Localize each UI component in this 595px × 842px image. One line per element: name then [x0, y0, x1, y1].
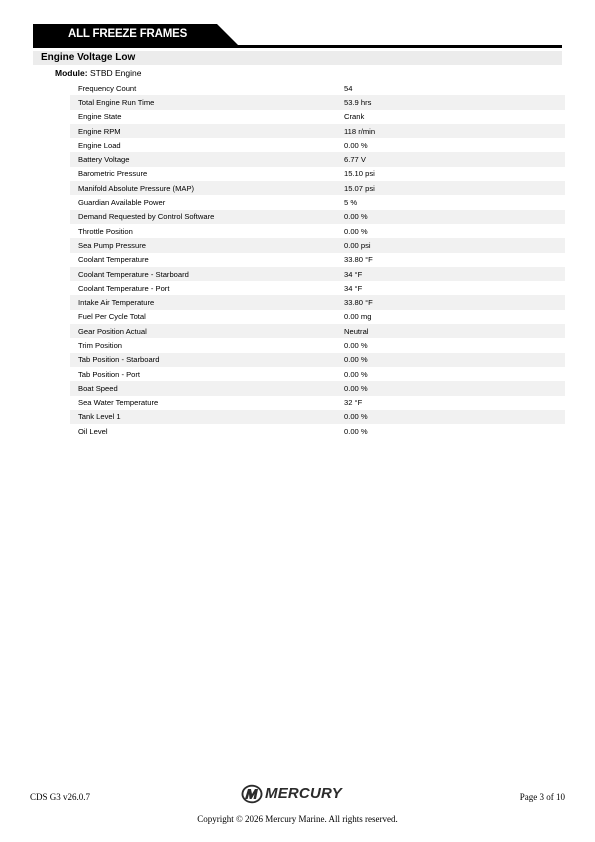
row-value: 0.00 % [342, 381, 565, 395]
row-value: 0.00 % [344, 340, 368, 350]
table-row [70, 295, 565, 309]
table-row [70, 424, 565, 438]
row-value: 0.00 % [344, 369, 368, 379]
version-label: CDS G3 v26.0.7 [30, 792, 91, 802]
page-total: 10 [556, 792, 565, 802]
row-value: 0.00 mg [344, 312, 372, 322]
row-label: Fuel Per Cycle Total [78, 312, 146, 322]
row-value: 15.10 psi [344, 169, 375, 179]
row-value: 34 °F [342, 267, 565, 281]
logo-wordmark: MERCURY [265, 785, 342, 802]
module-label: Module: [55, 68, 88, 78]
row-value: 0.00 % [344, 226, 368, 236]
row-label: Manifold Absolute Pressure (MAP) [70, 181, 342, 195]
row-value: 0.00 % [342, 353, 565, 367]
row-value: Crank [344, 112, 365, 122]
table-row [70, 253, 565, 267]
table-row [70, 338, 565, 352]
table-row [70, 210, 565, 224]
row-label: Coolant Temperature - Port [78, 283, 170, 293]
table-row [70, 110, 565, 124]
row-label: Coolant Temperature - Starboard [70, 267, 342, 281]
row-value: 5 % [344, 198, 358, 208]
banner-rule [33, 45, 562, 48]
table-row [70, 181, 565, 195]
copyright-notice: Copyright © 2026 Mercury Marine. All rights reserved. [197, 814, 398, 824]
row-value: 54 [344, 83, 353, 93]
row-value: 0.00 % [344, 426, 368, 436]
row-value: 118 r/min [342, 124, 565, 138]
row-label: Coolant Temperature [78, 255, 149, 265]
module-line [55, 68, 141, 78]
table-row [70, 138, 565, 152]
section-banner [33, 24, 238, 45]
row-label: Gear Position Actual [70, 324, 342, 338]
row-value: 0.00 % [344, 140, 368, 150]
row-label: Oil Level [78, 426, 108, 436]
row-label: Guardian Available Power [78, 198, 166, 208]
table-row [70, 95, 565, 109]
row-value: 6.77 V [342, 152, 565, 166]
table-row [70, 224, 565, 238]
table-row [70, 410, 565, 424]
row-label: Engine Load [78, 140, 121, 150]
table-row [70, 381, 565, 395]
row-value: 34 °F [344, 283, 363, 293]
row-label: Battery Voltage [70, 152, 342, 166]
row-value: 53.9 hrs [342, 95, 565, 109]
row-value: 33.80 °F [342, 295, 565, 309]
module-value: STBD Engine [89, 68, 142, 78]
row-label: Barometric Pressure [78, 169, 148, 179]
row-label: Frequency Count [78, 83, 137, 93]
table-row [70, 238, 565, 252]
row-label: Engine State [78, 112, 122, 122]
row-value: Neutral [342, 324, 565, 338]
page-number [520, 792, 565, 802]
freeze-frame-title: Engine Voltage Low [33, 51, 562, 65]
row-value: 32 °F [344, 398, 363, 408]
row-label: Tab Position - Starboard [70, 353, 342, 367]
page-current: 3 [539, 792, 544, 802]
table-row [70, 152, 565, 166]
row-label: Demand Requested by Control Software [70, 210, 342, 224]
table-row [70, 367, 565, 381]
row-label: Boat Speed [70, 381, 342, 395]
table-row [70, 81, 565, 95]
row-value: 33.80 °F [344, 255, 373, 265]
row-value: 0.00 psi [342, 238, 565, 252]
row-label: Tank Level 1 [70, 410, 342, 424]
table-row [70, 310, 565, 324]
page-prefix: Page [519, 792, 538, 802]
row-label: Throttle Position [78, 226, 133, 236]
row-value: 0.00 % [342, 410, 565, 424]
row-label: Tab Position - Port [78, 369, 141, 379]
table-row [70, 195, 565, 209]
row-label: Engine RPM [70, 124, 342, 138]
row-label: Sea Pump Pressure [70, 238, 342, 252]
row-value: 0.00 % [342, 210, 565, 224]
table-row [70, 324, 565, 338]
row-label: Trim Position [78, 340, 123, 350]
row-label: Total Engine Run Time [70, 95, 342, 109]
row-label: Intake Air Temperature [70, 295, 342, 309]
table-row [70, 396, 565, 410]
table-row [70, 124, 565, 138]
table-row [70, 267, 565, 281]
mercury-m-icon [241, 784, 263, 804]
table-row [70, 281, 565, 295]
row-value: 15.07 psi [342, 181, 565, 195]
table-row [70, 167, 565, 181]
mercury-logo [241, 784, 356, 806]
table-row [70, 353, 565, 367]
banner-title: ALL FREEZE FRAMES [68, 28, 188, 40]
row-label: Sea Water Temperature [78, 398, 159, 408]
page-of: of [546, 792, 554, 802]
freeze-frame-table [70, 81, 565, 438]
